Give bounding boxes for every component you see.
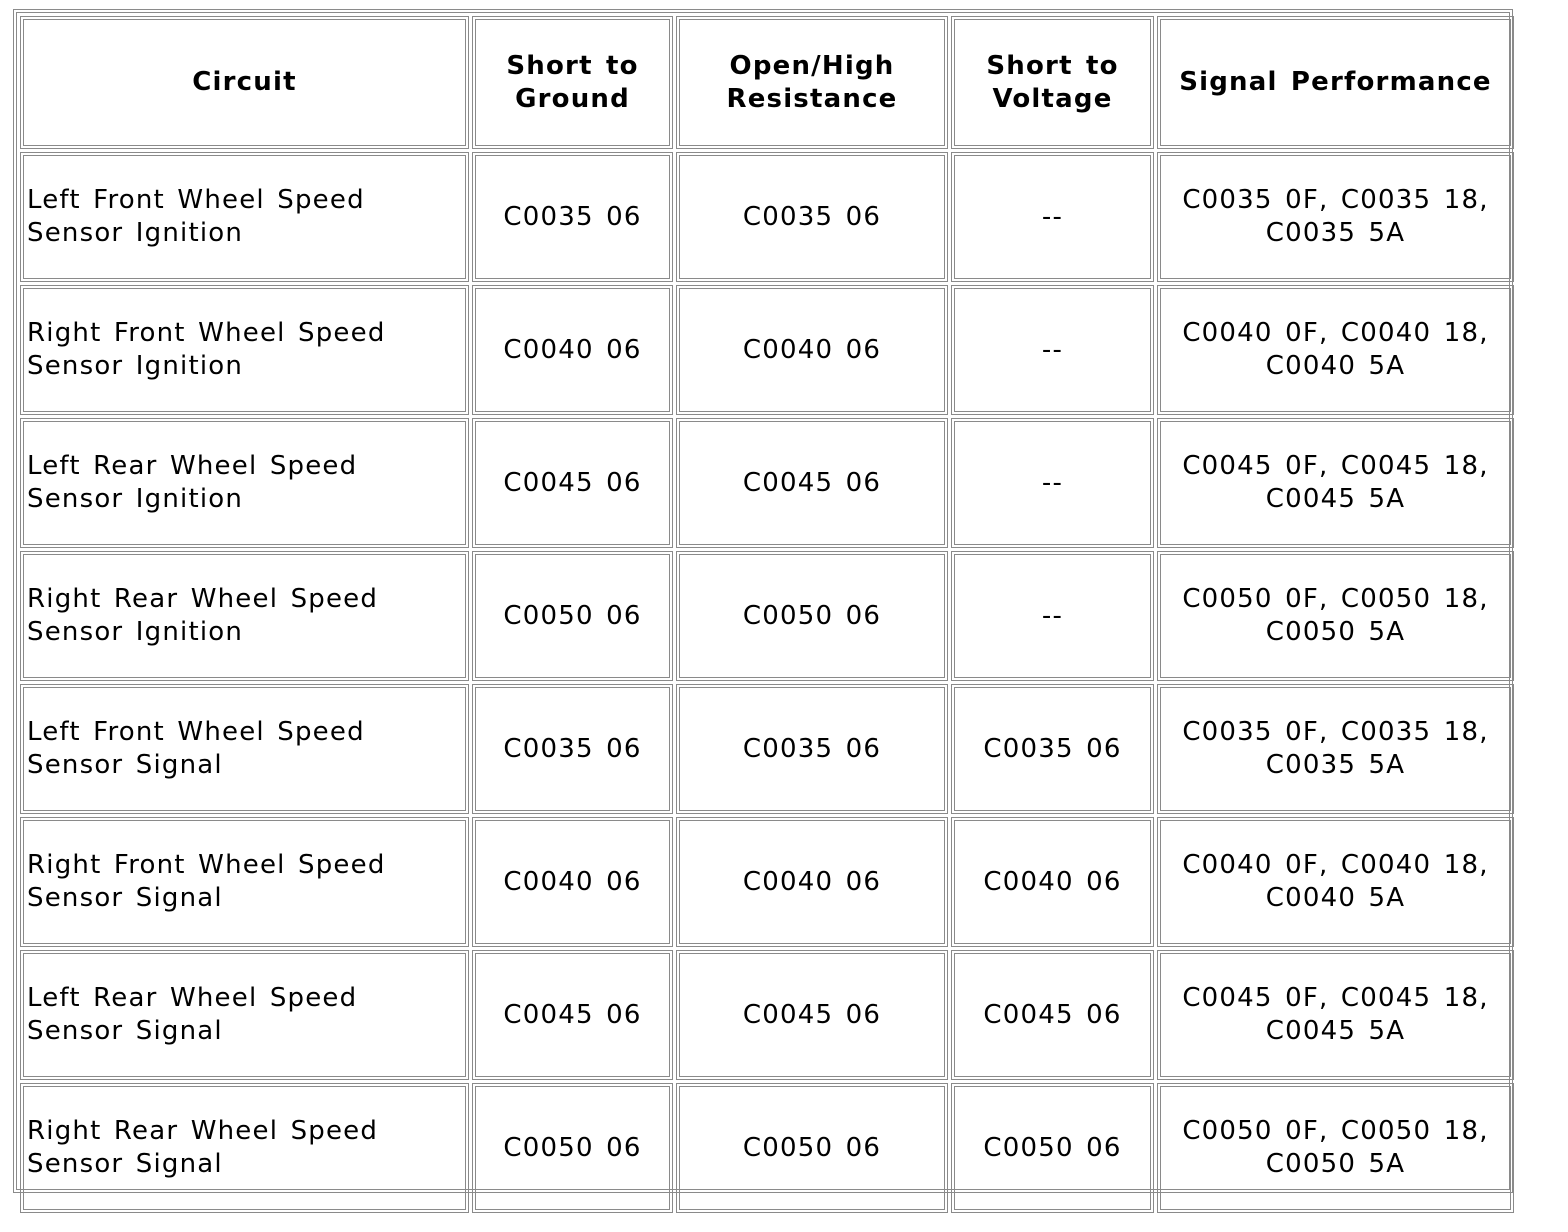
header-row xyxy=(20,16,1514,149)
table-row xyxy=(20,418,1514,548)
open-high-resistance-cell: C0050 06 xyxy=(676,551,948,681)
short-to-ground-cell: C0050 06 xyxy=(472,1083,673,1213)
signal-performance-cell: C0050 0F, C0050 18, C0050 5A xyxy=(1157,1083,1514,1213)
short-to-voltage-cell: -- xyxy=(951,285,1154,415)
short-to-ground-cell: C0040 06 xyxy=(472,285,673,415)
circuit-cell: Right Front Wheel Speed Sensor Ignition xyxy=(20,285,469,415)
short-to-ground-cell: C0045 06 xyxy=(472,950,673,1080)
open-high-resistance-cell: C0040 06 xyxy=(676,817,948,947)
header-circuit: Circuit xyxy=(20,16,469,149)
short-to-ground-cell: C0045 06 xyxy=(472,418,673,548)
signal-performance-cell: C0050 0F, C0050 18, C0050 5A xyxy=(1157,551,1514,681)
short-to-voltage-cell: -- xyxy=(951,418,1154,548)
short-to-voltage-cell: -- xyxy=(951,152,1154,282)
header-open-high-resistance: Open/High Resistance xyxy=(676,16,948,149)
signal-performance-cell: C0045 0F, C0045 18, C0045 5A xyxy=(1157,418,1514,548)
short-to-ground-cell: C0050 06 xyxy=(472,551,673,681)
dtc-table-frame xyxy=(13,9,1513,1193)
table-row xyxy=(20,1083,1514,1213)
short-to-voltage-cell: C0045 06 xyxy=(951,950,1154,1080)
open-high-resistance-cell: C0035 06 xyxy=(676,152,948,282)
short-to-ground-cell: C0035 06 xyxy=(472,684,673,814)
header-signal-performance: Signal Performance xyxy=(1157,16,1514,149)
signal-performance-cell: C0040 0F, C0040 18, C0040 5A xyxy=(1157,285,1514,415)
circuit-cell: Left Front Wheel Speed Sensor Signal xyxy=(20,684,469,814)
circuit-cell: Right Front Wheel Speed Sensor Signal xyxy=(20,817,469,947)
open-high-resistance-cell: C0045 06 xyxy=(676,950,948,1080)
short-to-voltage-cell: C0050 06 xyxy=(951,1083,1154,1213)
table-row xyxy=(20,950,1514,1080)
table-row xyxy=(20,817,1514,947)
short-to-ground-cell: C0035 06 xyxy=(472,152,673,282)
circuit-cell: Left Rear Wheel Speed Sensor Signal xyxy=(20,950,469,1080)
circuit-cell: Right Rear Wheel Speed Sensor Ignition xyxy=(20,551,469,681)
circuit-cell: Left Front Wheel Speed Sensor Ignition xyxy=(20,152,469,282)
open-high-resistance-cell: C0050 06 xyxy=(676,1083,948,1213)
open-high-resistance-cell: C0035 06 xyxy=(676,684,948,814)
circuit-cell: Left Rear Wheel Speed Sensor Ignition xyxy=(20,418,469,548)
header-short-to-voltage: Short to Voltage xyxy=(951,16,1154,149)
signal-performance-cell: C0040 0F, C0040 18, C0040 5A xyxy=(1157,817,1514,947)
open-high-resistance-cell: C0045 06 xyxy=(676,418,948,548)
open-high-resistance-cell: C0040 06 xyxy=(676,285,948,415)
signal-performance-cell: C0035 0F, C0035 18, C0035 5A xyxy=(1157,152,1514,282)
circuit-cell: Right Rear Wheel Speed Sensor Signal xyxy=(20,1083,469,1213)
table-row xyxy=(20,152,1514,282)
table-row xyxy=(20,684,1514,814)
signal-performance-cell: C0035 0F, C0035 18, C0035 5A xyxy=(1157,684,1514,814)
short-to-ground-cell: C0040 06 xyxy=(472,817,673,947)
signal-performance-cell: C0045 0F, C0045 18, C0045 5A xyxy=(1157,950,1514,1080)
short-to-voltage-cell: C0040 06 xyxy=(951,817,1154,947)
table-row xyxy=(20,285,1514,415)
short-to-voltage-cell: C0035 06 xyxy=(951,684,1154,814)
short-to-voltage-cell: -- xyxy=(951,551,1154,681)
header-short-to-ground: Short to Ground xyxy=(472,16,673,149)
table-row xyxy=(20,551,1514,681)
dtc-table xyxy=(17,13,1517,1216)
